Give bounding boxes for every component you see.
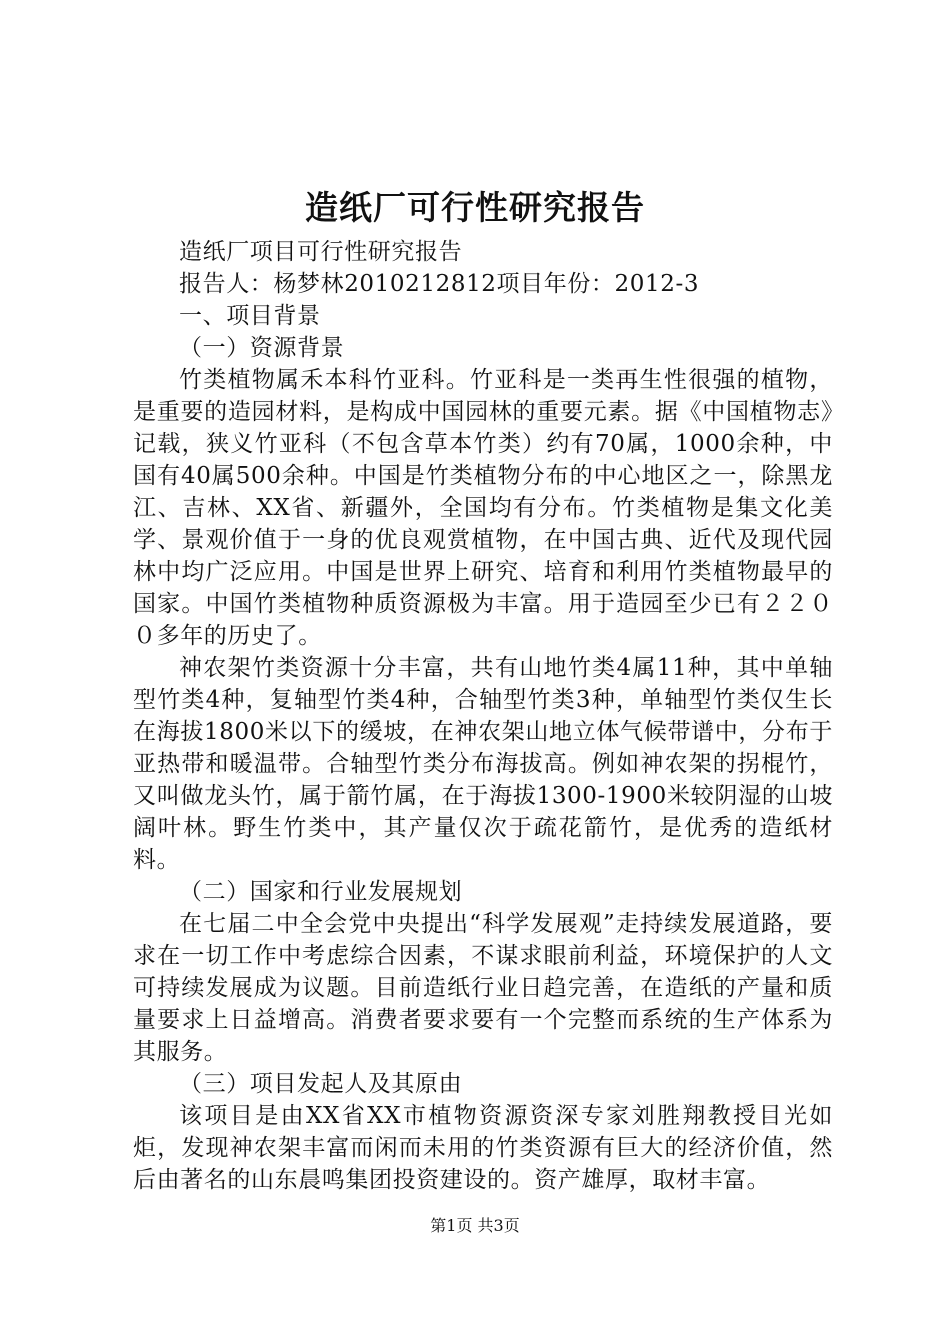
body-paragraph: 该项目是由XX省XX市植物资源资深专家刘胜翔教授目光如炬，发现神农架丰富而闲而未用的竹类资源有巨大的经济价值，然后由著名的山东晨鸣集团投资建设的。资产雄厚，取材丰富。 [133, 1103, 833, 1193]
body-paragraph: 在七届二中全会党中央提出“科学发展观”走持续发展道路，要求在一切工作中考虑综合因素，不谋求眼前利益，环境保护的人文可持续发展成为议题。目前造纸行业日趋完善，在造纸的产量和质量要求上日益增高。消费者要求要有一个完整而系统的生产体系为其服务。 [133, 911, 833, 1065]
body-paragraph: 竹类植物属禾本科竹亚科。竹亚科是一类再生性很强的植物，是重要的造园材料，是构成中国园林的重要元素。据《中国植物志》记载，狭义竹亚科（不包含草本竹类）约有70属，1000余种，中国有40属500余种。中国是竹类植物分布的中心地区之一，除黑龙江、吉林、XX省、新疆外，全国均有分布。竹类植物是集文化美学、景观价值于一身的优良观赏植物，在中国古典、近代及现代园林中均广泛应用。中国是世界上研究、培育和利用竹类植物最早的国家。中国竹类植物种质资源极为丰富。用于造园至少已有２２００多年的历史了。 [133, 367, 833, 649]
document-title: 造纸厂可行性研究报告 [305, 188, 645, 227]
subsection-heading: （三）项目发起人及其原由 [179, 1071, 463, 1097]
subsection-heading: （二）国家和行业发展规划 [179, 879, 463, 905]
page-footer: 第1页 共3页 [430, 1216, 520, 1235]
section-heading: 一、项目背景 [179, 303, 321, 329]
reporter-line: 报告人：杨梦林2010212812项目年份：2012-3 [179, 271, 700, 297]
body-paragraph: 神农架竹类资源十分丰富，共有山地竹类4属11种，其中单轴型竹类4种，复轴型竹类4种，合轴型竹类3种，单轴型竹类仅生长在海拔1800米以下的缓坡，在神农架山地立体气候带谱中，分布于亚热带和暖温带。合轴型竹类分布海拔高。例如神农架的拐棍竹，又叫做龙头竹，属于箭竹属，在于海拔1300-1900米较阴湿的山坡阔叶林。野生竹类中，其产量仅次于疏花箭竹，是优秀的造纸材料。 [133, 655, 833, 873]
subsection-heading: （一）资源背景 [179, 335, 345, 361]
subtitle-line: 造纸厂项目可行性研究报告 [179, 239, 463, 265]
document-body [133, 236, 833, 1196]
